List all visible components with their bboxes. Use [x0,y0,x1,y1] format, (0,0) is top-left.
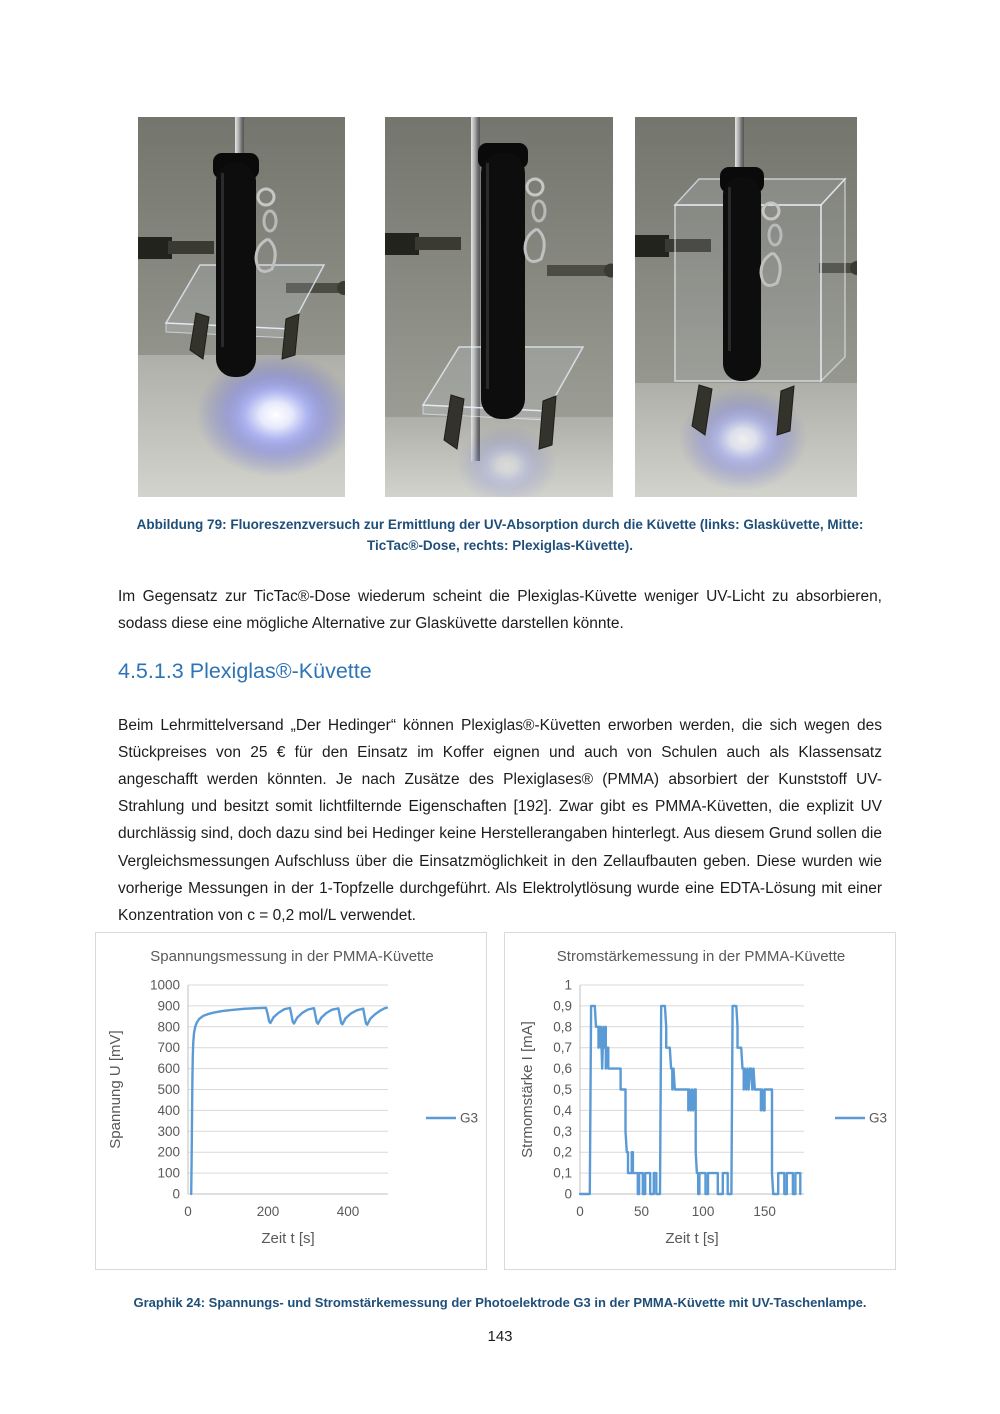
y-tick-label: 1000 [149,977,180,993]
x-tick-label: 0 [184,1204,192,1219]
intro-paragraph: Im Gegensatz zur TicTac®-Dose wiederum scheint die Plexiglas-Küvette weniger UV-Licht zu absorbieren, sodass diese eine mögliche Alternative zur Glasküvette darstellen könnte. [118,587,882,632]
y-tick-label: 200 [157,1144,180,1160]
plexiglas-box-side [821,179,845,381]
y-tick-label: 0,8 [553,1019,572,1035]
y-tick-label: 400 [157,1102,180,1118]
graph-caption: Graphik 24: Spannungs- und Stromstärkemessung der Photoelektrode G3 in der PMMA-Küvette mit UV-Taschenlampe. [133,1295,867,1310]
clamp-holder [385,233,419,255]
legend-label: G3 [460,1110,479,1126]
y-axis-title: Strmomstärke I [mA] [519,1021,536,1158]
series-line [580,1006,800,1194]
y-tick-label: 0,9 [553,998,572,1014]
y-tick-label: 1 [564,977,572,993]
x-tick-label: 0 [576,1204,584,1219]
chart-row [95,932,896,1270]
current-chart [505,933,895,1269]
photo-glaskuevette [138,117,345,497]
y-tick-label: 0 [172,1186,180,1202]
clamp-holder [138,237,172,259]
current-chart-panel [504,932,896,1270]
x-tick-label: 200 [256,1204,280,1219]
voltage-chart [96,933,486,1269]
clamp-arm [168,241,214,254]
x-tick-label: 100 [691,1204,715,1219]
y-tick-label: 0,7 [553,1040,572,1056]
y-tick-label: 300 [157,1123,180,1139]
y-tick-label: 0,5 [553,1082,572,1097]
flashlight-highlight [486,163,489,389]
page-number: 143 [487,1328,513,1345]
photo-plexiglas-kuevette [635,117,857,497]
clamp-holder [635,235,669,257]
x-axis-title: Zeit t [s] [665,1230,719,1247]
legend-label: G3 [869,1110,888,1126]
y-tick-label: 0,3 [553,1123,572,1139]
figure-photo-row [138,117,857,497]
photo-tictac-dose [385,117,613,497]
y-axis-title: Spannung U [mV] [107,1030,124,1149]
x-tick-label: 50 [634,1204,650,1219]
x-axis-title: Zeit t [s] [261,1230,315,1247]
y-tick-label: 0,6 [553,1061,572,1077]
body-paragraph: Beim Lehrmittelversand „Der Hedinger“ können Plexiglas®-Küvetten erworben werden, die sich wegen des Stückpreises von 25 € für den Einsatz im Koffer eignen und auch von Schulen auch als Klassensatz angeschafft werden könnten. Je nach Zusätze des Plexiglases® (PMMA) absorbiert der Kunststoff UV-Strahlung und besitzt somit lichtfilternde Eigenschaften [192]. Zwar gibt es PMMA-Küvetten, die explizit UV durchlässig sind, doch dazu sind bei Hedinger keine Herstellerangaben hinterlegt. Aus diesem Grund sollen die Vergleichsmessungen Aufschluss über die Einsatzmöglichkeit in den Zellaufbauten geben. Diese wurden wie vorherige Messungen in der 1-Topfzelle durchgeführt. Als Elektrolytlösung wurde eine EDTA-Lösung mit einer Konzentration von c = 0,2 mol/L verwendet. [118,716,882,924]
y-tick-label: 0,2 [553,1144,572,1160]
clamp-arm [415,237,461,250]
y-tick-label: 800 [157,1019,180,1035]
y-tick-label: 700 [157,1040,180,1056]
y-tick-label: 0 [564,1186,572,1202]
y-tick-label: 900 [157,998,180,1014]
clamp-bolt [547,265,611,276]
flashlight-highlight [728,187,731,351]
chart-title: Spannungsmessung in der PMMA-Küvette [150,948,434,965]
x-tick-label: 400 [336,1204,360,1219]
flashlight-highlight [221,173,224,347]
x-tick-label: 150 [753,1204,776,1219]
y-tick-label: 0,1 [553,1165,572,1181]
figure-caption: Abbildung 79: Fluoreszenzversuch zur Ermittlung der UV-Absorption durch die Küvette (links: Glasküvette, Mitte: TicTac®-Dose, rechts: Plexiglas-Küvette). [136,517,864,553]
series-line [191,1008,387,1194]
y-tick-label: 0,4 [553,1102,572,1118]
y-tick-label: 100 [157,1165,180,1181]
y-tick-label: 600 [157,1061,180,1077]
section-heading: 4.5.1.3 Plexiglas®-Küvette [118,658,372,683]
voltage-chart-panel [95,932,487,1270]
chart-title: Stromstärkemessung in der PMMA-Küvette [556,948,846,965]
y-tick-label: 500 [157,1082,180,1097]
